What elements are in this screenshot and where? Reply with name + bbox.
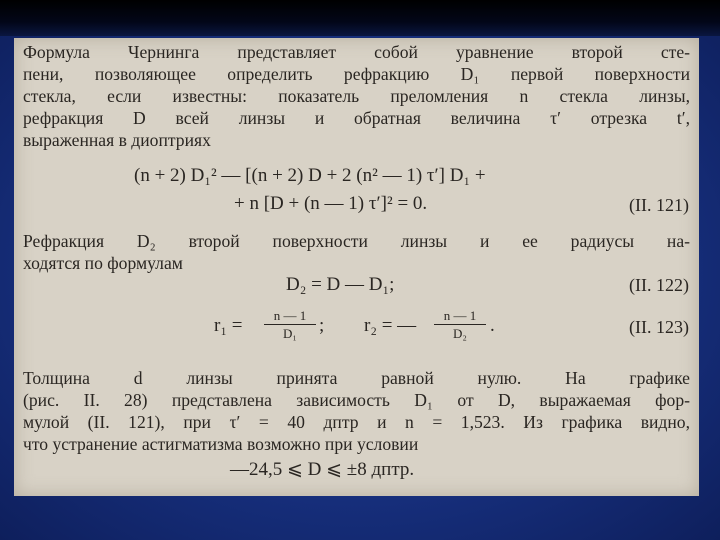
- fraction-denominator: D₂: [453, 326, 467, 341]
- text-line: Формула Чернинга представляет собой уравнение второй сте-: [23, 42, 690, 62]
- text-line: Толщина d линзы принята равной нулю. На графике: [23, 368, 690, 388]
- equation-122: D₂ = D — D₁;: [286, 274, 395, 295]
- condition-inequality: —24,5 ⩽ D ⩽ ±8 дптр.: [230, 459, 415, 480]
- equation-121-line1: (n + 2) D₁² — [(n + 2) D + 2 (n² — 1) τ′] D₁ +: [134, 165, 486, 186]
- text-line: Рефракция D₂ второй поверхности линзы и ее радиусы на-: [23, 231, 690, 251]
- r2-lhs: r₂ = —: [364, 315, 417, 336]
- equation-separator: ;: [319, 315, 325, 336]
- fraction-numerator: n — 1: [264, 308, 316, 325]
- fraction-numerator: n — 1: [434, 308, 486, 325]
- r1-fraction: [264, 308, 316, 341]
- text-line: мулой (II. 121), при τ′ = 40 дптр и n = 1,523. Из графика видно,: [23, 412, 690, 432]
- text-line: что устранение астигматизма возможно при условии: [23, 434, 419, 454]
- equation-121-line2: + n [D + (n — 1) τ′]² = 0.: [234, 193, 428, 214]
- r2-fraction: [434, 308, 486, 341]
- text-line: рефракция D всей линзы и обратная величина τ′ отрезка t′,: [23, 108, 690, 128]
- text-line: выраженная в диоптриях: [23, 130, 211, 150]
- equation-number: (II. 121): [629, 195, 689, 215]
- text-line: (рис. II. 28) представлена зависимость D₁ от D, выражаемая фор-: [23, 390, 690, 410]
- slide-top-bar: [0, 0, 720, 36]
- equation-number: (II. 123): [629, 317, 689, 337]
- equation-end: .: [490, 315, 495, 336]
- text-line: ходятся по формулам: [23, 253, 183, 273]
- text-line: стекла, если известны: показатель преломления n стекла линзы,: [23, 86, 690, 106]
- fraction-denominator: D₁: [283, 326, 297, 341]
- r1-lhs: r₁ =: [214, 315, 243, 336]
- equation-number: (II. 122): [629, 275, 689, 295]
- text-line: пени, позволяющее определить рефракцию D₁ первой поверхности: [23, 64, 690, 84]
- scanned-book-page: [14, 38, 699, 496]
